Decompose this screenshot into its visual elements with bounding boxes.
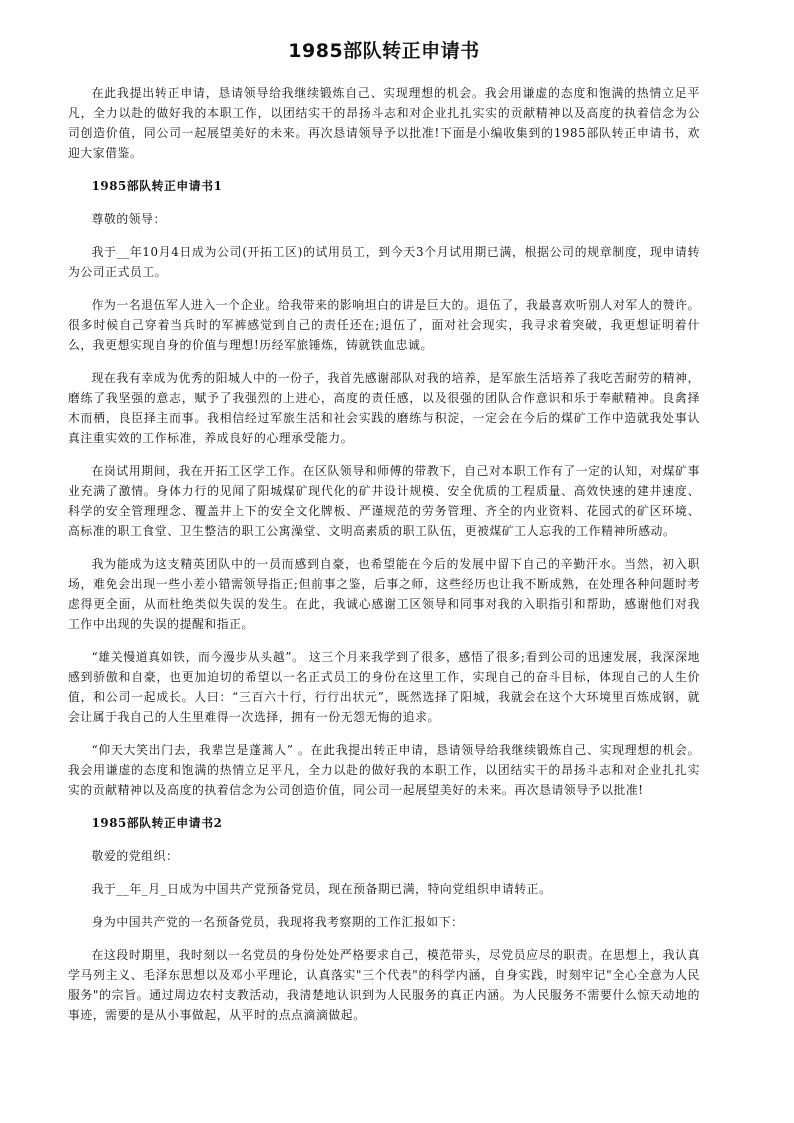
document-title: 1985部队转正申请书 — [288, 40, 480, 62]
body-paragraph: 我为能成为这支精英团队中的一员而感到自豪，也希望能在今后的发展中留下自己的辛勤汗水。当然，初入职场，难免会出现一些小差小错需领导指正;但前事之鉴，后事之师，这些经历也让我不断成熟，在处理各种问题时考虑得更全面，从而杜绝类似失误的发生。在此，我诚心感谢工区领导和同事对我的入职指引和帮助，感谢他们对我工作中出现的失误的提醒和指正。 — [68, 557, 700, 631]
body-paragraph: 我于__年10月4日成为公司(开拓工区)的试用员工，到今天3个月试用期已满，根据公司的规章制度，现申请转为公司正式员工。 — [68, 245, 700, 279]
salutation-2: 敬爱的党组织： — [91, 849, 179, 863]
section-heading-2: 1985部队转正申请书2 — [91, 816, 223, 830]
body-paragraph: 身为中国共产党的一名预备党员，我现将我考察期的工作汇报如下： — [91, 915, 464, 929]
body-paragraph: 在这段时期里，我时刻以一名党员的身份处处严格要求自己，模范带头，尽党员应尽的职责。在思想上，我认真学马列主义、毛泽东思想以及邓小平理论，认真落实"三个代表"的科学内涵，自身实践，时刻牢记"全心全意为人民服务"的宗旨。通过周边农村支教活动，我清楚地认识到为人民服务的真正内涵。为人民服务不需要什么惊天动地的事迹，需要的是从小事做起，从平时的点点滴滴做起。 — [68, 948, 700, 1022]
intro-paragraph: 在此我提出转正申请，恳请领导给我继续锻炼自己、实现理想的机会。我会用谦虚的态度和饱满的热情立足平凡，全力以赴的做好我的本职工作，以团结实干的昂扬斗志和对企业扎扎实实的贡献精神以及高度的执着信念为公司创造价值，同公司一起展望美好的未来。再次恳请领导予以批准!下面是小编收集到的1985部队转正申请书，欢迎大家借鉴。 — [68, 86, 700, 160]
body-paragraph: 在岗试用期间，我在开拓工区学工作。在区队领导和师傅的带教下，自己对本职工作有了一定的认知，对煤矿事业充满了激情。身体力行的见闻了阳城煤矿现代化的矿井设计规模、安全优质的工程质量、高效快速的建井速度、科学的安全管理理念、覆盖井上下的安全文化牌板、严谨规范的劳务管理、齐全的内业资料、花园式的矿区环境、高标准的职工食堂、卫生整洁的职工公寓澡堂、文明高素质的职工队伍，更被煤矿工人忘我的工作精神所感动。 — [68, 464, 700, 538]
body-paragraph: “雄关慢道真如铁，而今漫步从头越”。 这三个月来我学到了很多，感悟了很多;看到公司的迅速发展，我深深地感到骄傲和自豪，也更加迫切的希望以一名正式员工的身份在这里工作，实现自己的奋斗目标，体现自己的人生价值，和公司一起成长。人曰：“三百六十行，行行出状元”，既然选择了阳城，我就会在这个大环境里百炼成钢，就会让属于我自己的人生里难得一次选择，拥有一份无怨无悔的追求。 — [68, 650, 700, 724]
body-paragraph: 现在我有幸成为优秀的阳城人中的一份子，我首先感谢部队对我的培养，是军旅生活培养了我吃苦耐劳的精神，磨练了我坚强的意志，赋予了我强烈的上进心，高度的责任感，以及很强的团队合作意识和乐于奉献精神。良禽择木而栖，良臣择主而事。我相信经过军旅生活和社会实践的磨练与积淀，一定会在今后的煤矿工作中造就我处事认真注重实效的工作标准，养成良好的心理承受能力。 — [68, 371, 700, 445]
body-paragraph: 作为一名退伍军人进入一个企业。给我带来的影响坦白的讲是巨大的。退伍了，我最喜欢听别人对军人的赞许。很多时候自己穿着当兵时的军裤感觉到自己的责任还在;退伍了，面对社会现实，我寻求着突破，我更想证明着什么，我更想实现自身的价值与理想!历经军旅锤炼，铸就铁血忠诚。 — [68, 298, 700, 352]
body-paragraph: 我于__年_月_日成为中国共产党预备党员，现在预备期已满，特向党组织申请转正。 — [91, 882, 552, 896]
salutation-1: 尊敬的领导： — [91, 212, 166, 226]
section-heading-1: 1985部队转正申请书1 — [91, 179, 223, 193]
body-paragraph: “仰天大笑出门去，我辈岂是蓬蒿人” 。在此我提出转正申请，恳请领导给我继续锻炼自己、实现理想的机会。我会用谦虚的态度和饱满的热情立足平凡，全力以赴的做好我的本职工作，以团结实干的昂扬斗志和对企业扎扎实实的贡献精神以及高度的执着信念为公司创造价值，同公司一起展望美好的未来。再次恳请领导予以批准! — [68, 743, 700, 797]
